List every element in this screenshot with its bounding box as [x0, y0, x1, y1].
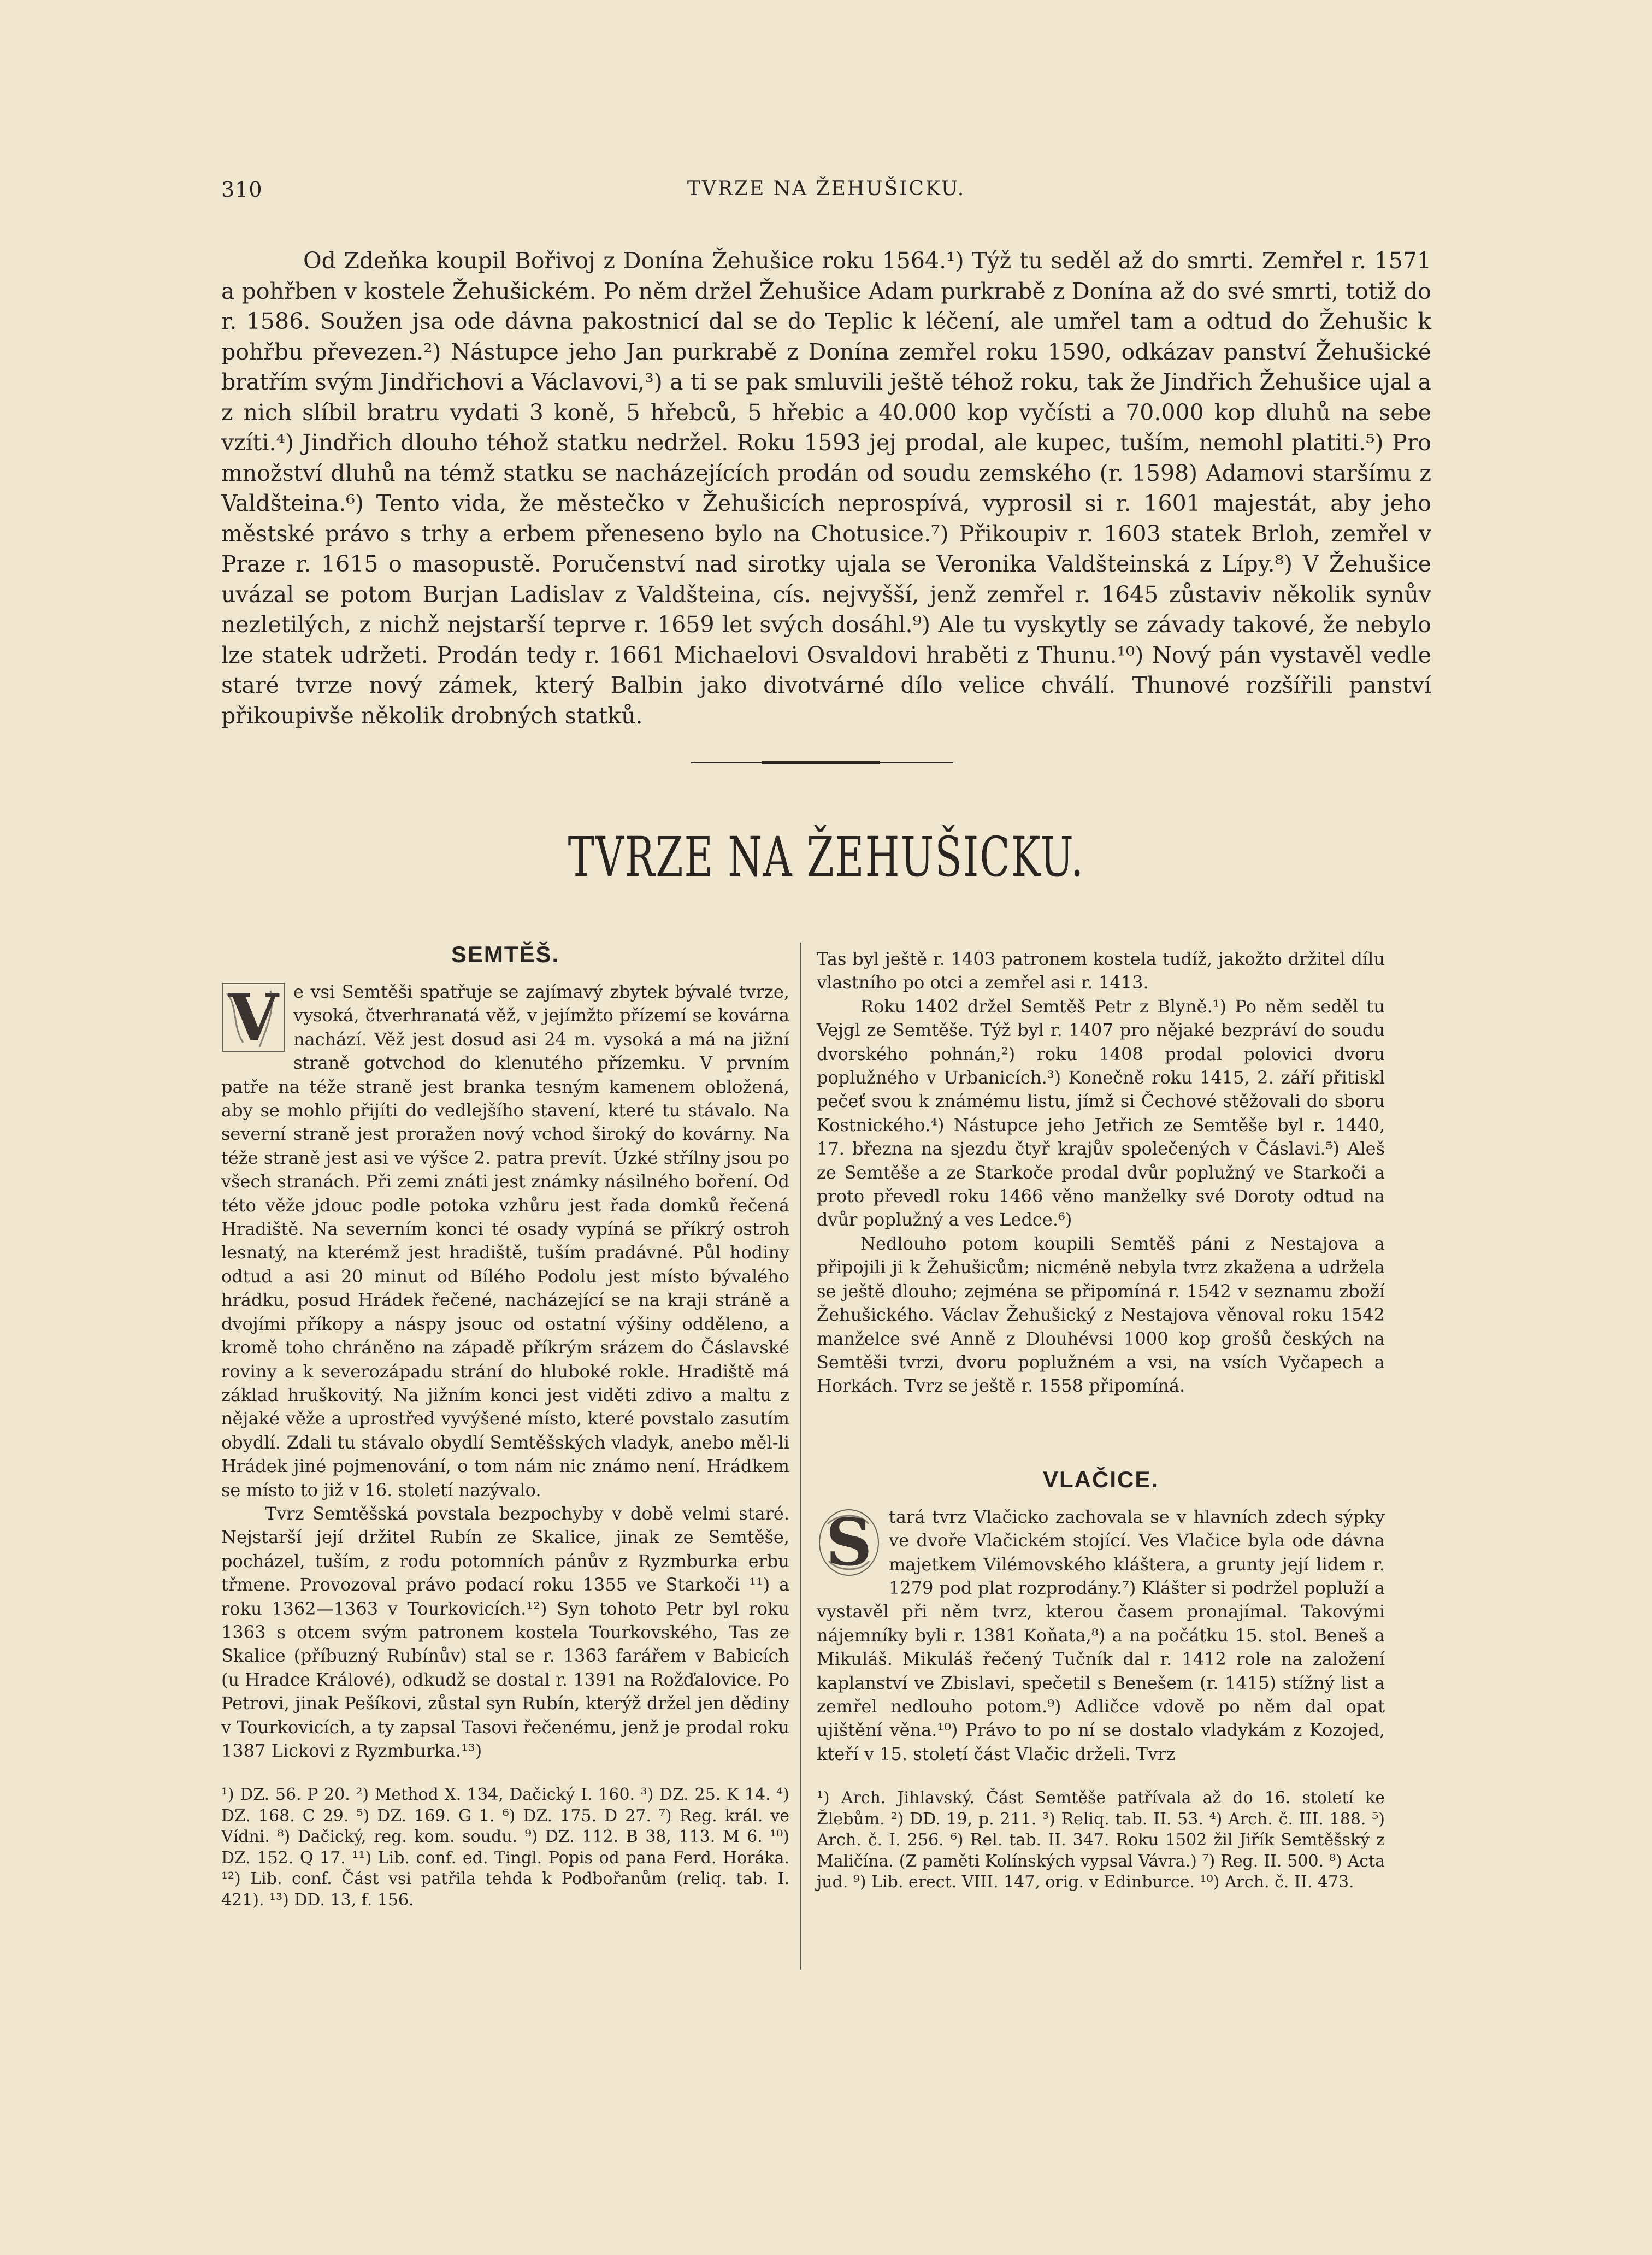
running-head: TVRZE NA ŽEHUŠICKU. [687, 178, 966, 200]
vlacice-text-1: tará tvrz Vlačicko zachovala se v hlavních zdech sýpky ve dvoře Vlačickém stojící. Ves Vlačice byla ode dávna majetkem Vilémovského kláštera, a grunty její lidem r. 1279 pod plat rozprodány.⁷) Klášter si podržel popluží a vystavěl při něm tvrz, kterou časem pronajímal. Takovými nájemníky byli r. 1381 Koňata,⁸) a na počátku 15. stol. Beneš a Mikuláš. Mikuláš řečený Tučník dal r. 1412 role na založení kaplanství ve Zbislavi, spečetil s Benešem (r. 1415) stížný list a zemřel nedlouho potom.⁹) Adličce vdově po něm dal opat ujištění věna.¹⁰) Právo to po ní se dostalo vladykám z Kozojed, kteří v 15. století část Vlačic drželi. Tvrz [817, 1506, 1385, 1764]
divider-ornament [762, 761, 880, 764]
semtes-paragraph-2: Tvrz Semtěšská povstala bezpochyby v době velmi staré. Nejstarší její držitel Rubín ze Skalice, jinak ze Semtěše, pocházel, tuším, z rodu potomních pánův z Ryzmburka erbu třmene. Provozoval právo podací roku 1355 ve Starkoči ¹¹) a roku 1362—1363 v Tourkovicích.¹²) Syn tohoto Petr byl roku 1363 s otcem svým patronem kostela Tourkovského, Tas ze Skalice (příbuzný Rubínův) stal se r. 1363 farářem v Babicích (u Hradce Králové), odkudž se dostal r. 1391 na Rožďalovice. Po Petrovi, jinak Pešíkovi, zůstal syn Rubín, kterýž držel jen dědiny v Tourkovicích, a ty zapsal Tasovi řečenému, jenž je prodal roku 1387 Lickovi z Ryzmburka.¹³) [221, 1503, 789, 1761]
footnotes-right: ¹) Arch. Jihlavský. Část Semtěše patřívala až do 16. století ke Žlebům. ²) DD. 19, p. 211. ³) Reliq. tab. II. 53. ⁴) Arch. č. III. 188. ⁵) Arch. č. I. 256. ⁶) Rel. tab. II. 347. Roku 1502 žil Jiřík Semtěšský z Maličína. (Z paměti Kolínských vypsal Vávra.) ⁷) Reg. II. 500. ⁸) Acta jud. ⁹) Lib. erect. VIII. 147, orig. v Edinburce. ¹⁰) Arch. č. II. 473. [817, 1788, 1385, 1892]
dropcap-s [817, 1504, 881, 1580]
semtes-paragraph-5: Nedlouho potom koupili Semtěš páni z Nestajova a připojili ji k Žehušicům; nicméně nebyla tvrz zkažena a udržela se ještě dlouho; zejména se připomíná r. 1542 v seznamu zboží Žehušického. Václav Žehušický z Nestajova věnoval roku 1542 manželce své Anně z Dlouhévsi 1000 kop grošů českých na Semtěši tvrzi, dvoru poplužném a vsi, na vsích Vyčapech a Horkách. Tvrz se ještě r. 1558 připomíná. [817, 1233, 1385, 1397]
dropcap-v [221, 979, 286, 1055]
dropcap-letter: V [228, 979, 279, 1055]
chapter-title: TVRZE NA ŽEHUŠICKU. [568, 825, 1085, 889]
vlacice-paragraph-1 [817, 1505, 1385, 1766]
section-divider [691, 761, 953, 764]
page-header [221, 178, 1431, 210]
semtes-paragraph-3: Tas byl ještě r. 1403 patronem kostela tudíž, jakožto držitel dílu vlastního po otci a zemřel asi r. 1413. [817, 949, 1385, 993]
left-column [221, 940, 789, 1911]
intro-paragraph: Od Zdeňka koupil Bořivoj z Donína Žehušice roku 1564.¹) Týž tu seděl až do smrti. Zemřel r. 1571 a pohřben v kostele Žehušickém. Po něm držel Žehušice Adam purkrabě z Donína až do své smrti, totiž do r. 1586. Soužen jsa ode dávna pakostnicí dal se do Teplic k léčení, ale umřel tam a odtud do Žehušic k pohřbu převezen.²) Nástupce jeho Jan purkrabě z Donína zemřel roku 1590, odkázav panství Žehušické bratřím svým Jindřichovi a Václavovi,³) a ti se pak smluvili ještě téhož roku, tak že Jindřich Žehušice ujal a z nich slíbil bratru vydati 3 koně, 5 hřebců, 5 hřebic a 40.000 kop vyčísti a 70.000 kop dluhů na sebe vzíti.⁴) Jindřich dlouho téhož statku nedržel. Roku 1593 jej prodal, ale kupec, tuším, nemohl platiti.⁵) Pro množství dluhů na témž statku se nacházejících prodán od soudu zemského (r. 1598) Adamovi staršímu z Valdšteina.⁶) Tento vida, že městečko v Žehušicích neprospívá, vyprosil si r. 1601 majestát, aby jeho městské právo s trhy a erbem přeneseno bylo na Chotusice.⁷) Přikoupiv r. 1603 statek Brloh, zemřel v Praze r. 1615 o masopustě. Poručenství nad sirotky ujala se Veronika Valdšteinská z Lípy.⁸) V Žehušice uvázal se potom Burjan Ladislav z Valdšteina, cís. nejvyšší, jenž zemřel r. 1645 zůstaviv několik synův nezletilých, z nichž nejstarší teprve r. 1659 let svých dosáhl.⁹) Ale tu vyskytly se závady takové, že nebylo lze statek udržeti. Prodán tedy r. 1661 Michaelovi Osvaldovi hraběti z Thunu.¹⁰) Nový pán vystavěl vedle staré tvrze nový zámek, který Balbin jako divotvárné dílo velice chválí. Thunové rozšířili panství přikoupivše několik drobných statků. [221, 248, 1431, 729]
footnotes-left: ¹) DZ. 56. P 20. ²) Method X. 134, Dačický I. 160. ³) DZ. 25. K 14. ⁴) DZ. 168. C 29. ⁵) DZ. 169. G 1. ⁶) DZ. 175. D 27. ⁷) Reg. král. ve Vídni. ⁸) Dačický, reg. kom. soudu. ⁹) DZ. 112. B 38, 113. M 6. ¹⁰) DZ. 152. Q 17. ¹¹) Lib. conf. ed. Tingl. Popis od pana Ferd. Horáka. ¹²) Lib. conf. Část vsi patřila tehda k Podbořanům (reliq. tab. I. 421). ¹³) DD. 13, f. 156. [221, 1785, 789, 1910]
semtes-heading: SEMTĚŠ. [451, 941, 560, 967]
column-rule [800, 943, 801, 1970]
semtes-text-1: e vsi Semtěši spatřuje se zajímavý zbytek bývalé tvrze, vysoká, čtverhranatá věž, v jejímžto přízemí se kovárna nachází. Věž jest dosud asi 24 m. vysoká a má na jižní straně gotvchod do klenutého přízemku. V prvním patře na téže straně jest branka tesným kamenem obložená, aby se mohlo přijíti do vedlejšího stavení, které tu stávalo. Na severní straně jest proražen nový vchod široký do kovárny. Na téže straně jest asi ve výšce 2. patra prevít. Úzké střílny jsou po všech stranách. Při zemi znáti jest známky násilného boření. Od této věže jdouc podle potoka vzhůru jest řada domků řečená Hradiště. Na severním konci té osady vypíná se příkrý ostroh lesnatý, na kterémž jest hradiště, tuším pradávné. Půl hodiny odtud a asi 20 minut od Bílého Podolu jest místo bývalého hrádku, posud Hrádek řečené, nacházející se na kraji stráně a dvojími příkopy a náspy jsouc od ostatní výšiny odděleno, a kromě toho chráněno na západě příkrým srázem do Čáslavské roviny a k severozápadu strání do hluboké rokle. Hradiště má základ hruškovitý. Na jižním konci jest viděti zdivo a maltu z nějaké věže a uprostřed vyvýšené místo, které povstalo zasutím obydlí. Zdali tu stávalo obydlí Semtěšských vladyk, anebo měl-li Hrádek jiné pojmenování, o tom nám nic známo není. Hrádkem se místo to již v 16. století nazývalo. [221, 981, 789, 1500]
semtes-paragraph-1 [221, 980, 789, 1502]
page-number: 310 [221, 178, 263, 202]
right-column [817, 947, 1385, 1893]
semtes-paragraph-4: Roku 1402 držel Semtěš Petr z Blyně.¹) Po něm seděl tu Vejgl ze Semtěše. Týž byl r. 1407 pro nějaké bezpráví do soudu dvorského pohnán,²) roku 1408 prodal polovici dvoru poplužného v Urbanicích.³) Konečně roku 1415, 2. září přitiskl pečeť svou k známému listu, jímž si Čechové stěžovali do sboru Kostnického.⁴) Nástupce jeho Jetřich ze Semtěše byl r. 1440, 17. března na sjezdu čtyř krajův společených v Čáslavi.⁵) Aleš ze Semtěše a ze Starkoče prodal dvůr poplužný ve Starkoči a proto převedl roku 1466 věno manželky své Doroty odtud na dvůr poplužný a ves Ledce.⁶) [817, 996, 1385, 1230]
vlacice-heading: VLAČICE. [1042, 1466, 1159, 1492]
dropcap-letter: S [825, 1504, 872, 1580]
